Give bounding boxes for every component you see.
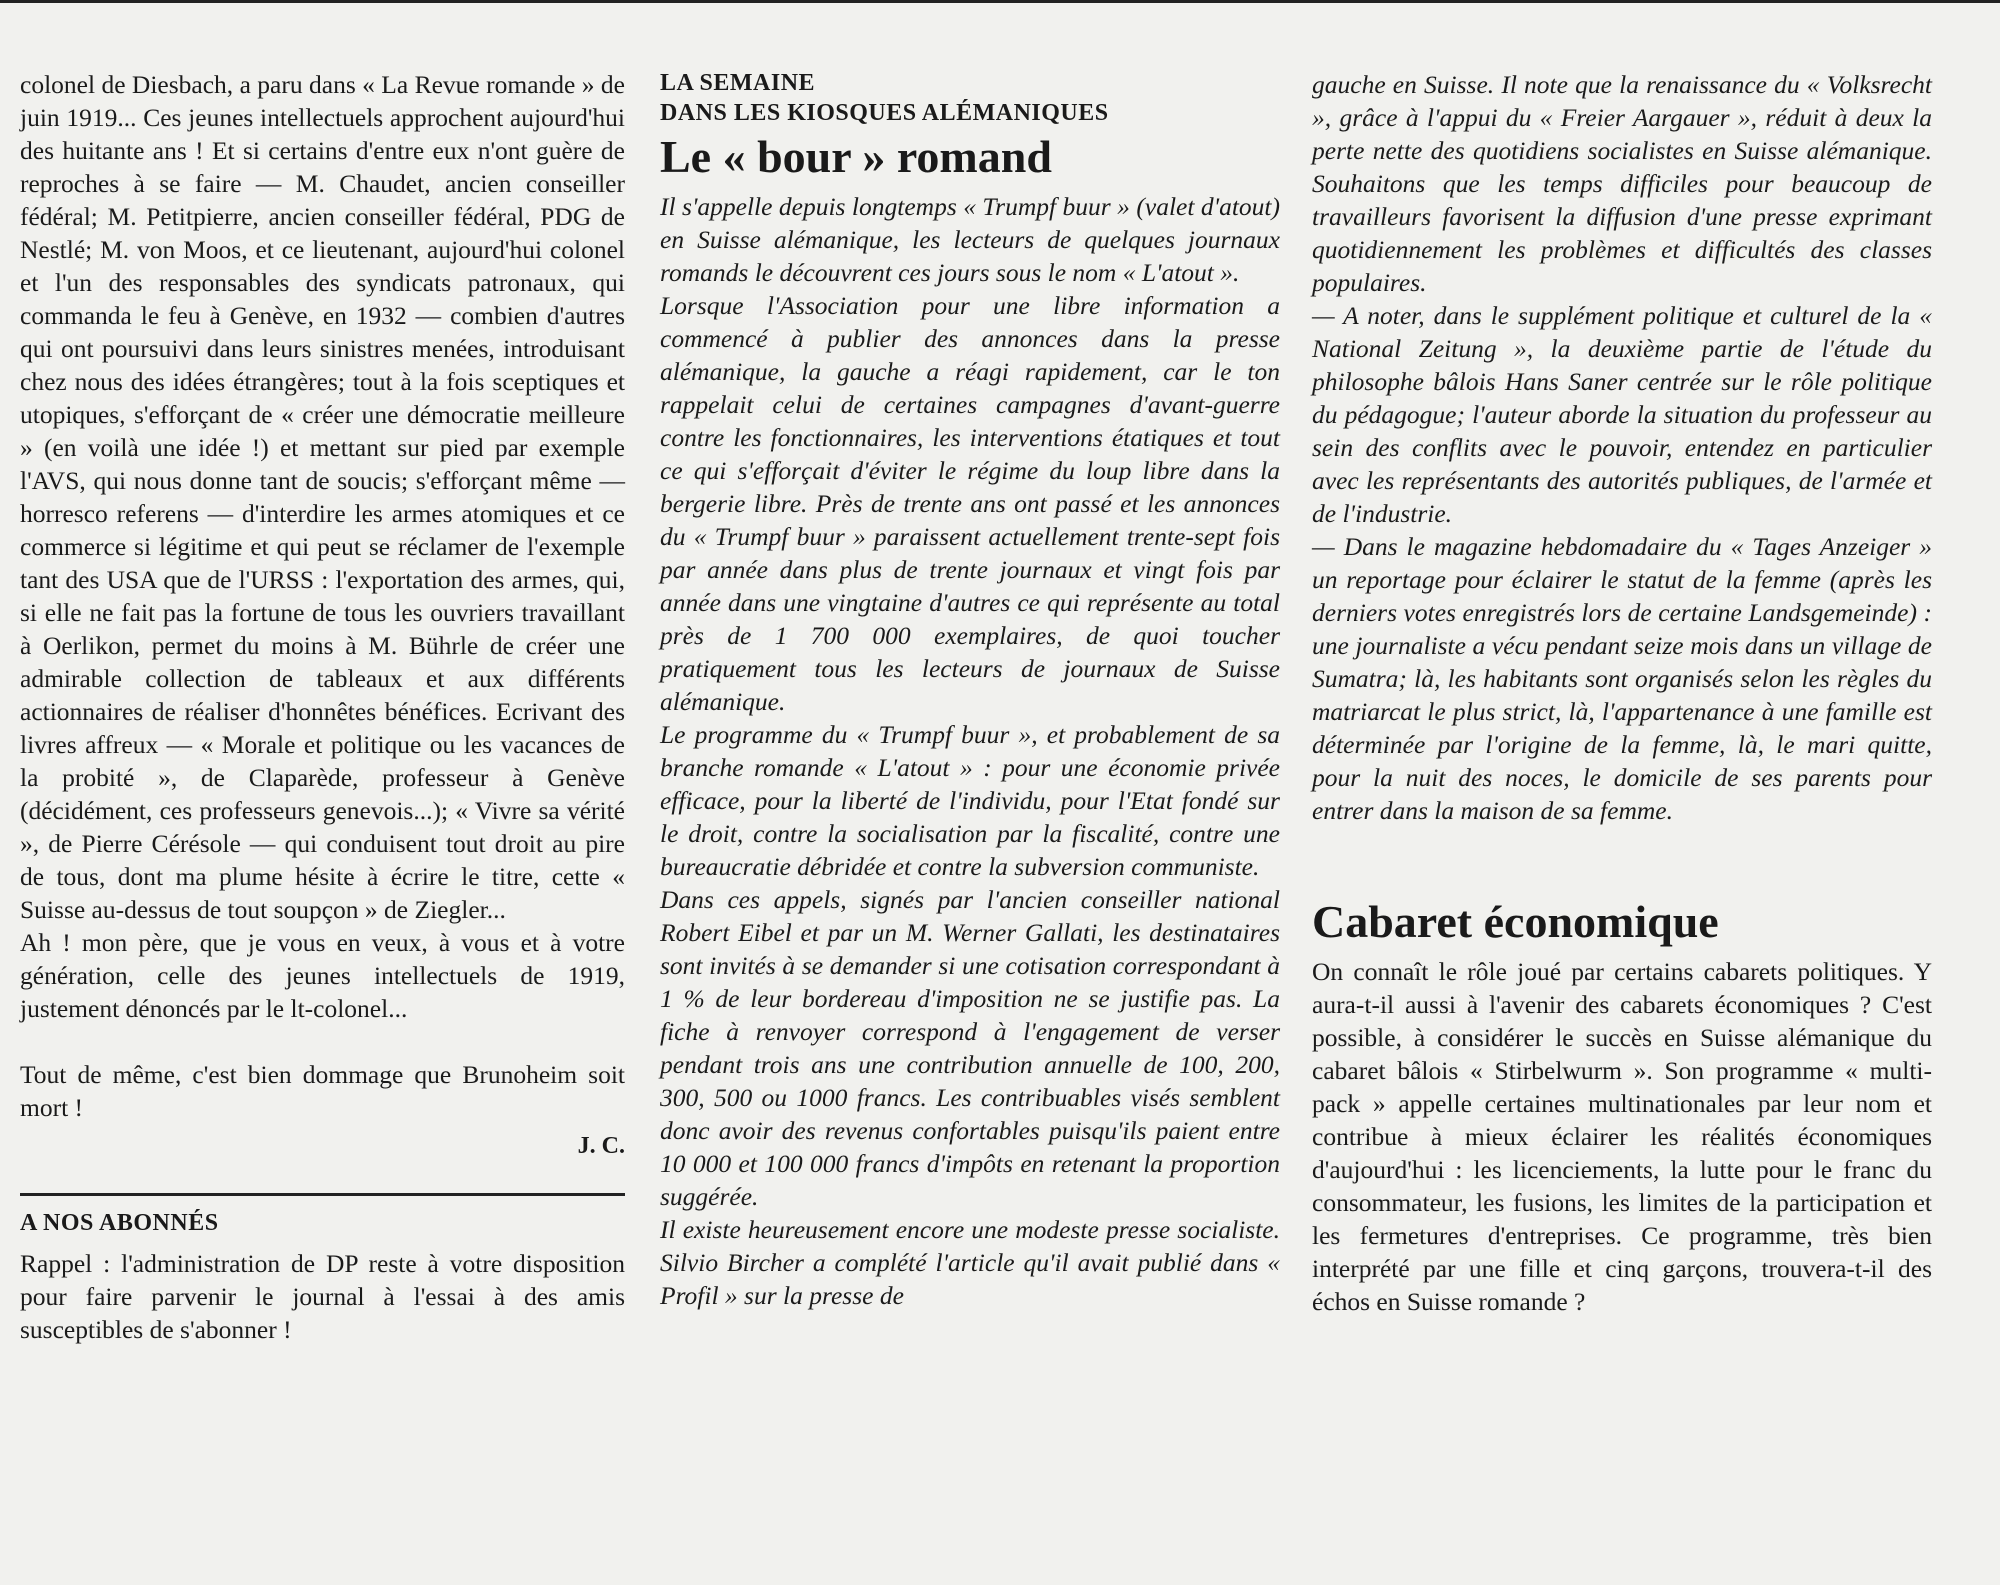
section-kicker: LA SEMAINE [660, 70, 816, 96]
column-right [1312, 68, 1932, 1318]
top-rule [0, 0, 2000, 3]
article-paragraph: Tout de même, c'est bien dommage que Brunoheim soit mort ! [20, 1060, 625, 1122]
divider [20, 1193, 625, 1196]
article-paragraph: Le programme du « Trumpf buur », et probablement de sa branche romande « L'atout » : pour une économie privée efficace, pour la liberté de l'individu, pour l'Etat fondé sur le droit, contre la socialisation par la fiscalité, contre une bureaucratie débridée et contre la subversion communiste. [660, 720, 1280, 881]
article-headline: Cabaret économique [1312, 896, 1719, 947]
article-paragraph: Ah ! mon père, que je vous en veux, à vous et à votre génération, celle des jeunes intellectuels de 1919, justement dénoncés par le lt-colonel... [20, 928, 625, 1023]
subscribers-box-text: Rappel : l'administration de DP reste à votre disposition pour faire parvenir le journal à l'essai à des amis susceptibles de s'abonner ! [20, 1249, 625, 1344]
subscribers-box-title: A NOS ABONNÉS [20, 1210, 219, 1236]
article-paragraph: gauche en Suisse. Il note que la renaissance du « Volksrecht », grâce à l'appui du « Freier Aargauer », réduit à deux la perte nette des quotidiens socialistes en Suisse alémanique. Souhaitons que les temps difficiles pour beaucoup de travailleurs favorisent la diffusion d'une presse exprimant quotidiennement les problèmes et difficultés des classes populaires. [1312, 70, 1932, 297]
article-headline: Le « bour » romand [660, 131, 1052, 182]
article-paragraph: Dans ces appels, signés par l'ancien conseiller national Robert Eibel et par un M. Werner Gallati, les destinataires sont invités à se demander si une cotisation correspondant à 1 % de leur bordereau d'imposition ne se justifie pas. La fiche à renvoyer correspond à l'engagement de verser pendant trois ans une contribution annuelle de 100, 200, 300, 500 ou 1000 francs. Les contribuables visés semblent donc avoir des revenus confortables puisqu'ils paient entre 10 000 et 100 000 francs d'impôts en retenant la proportion suggérée. [660, 885, 1280, 1211]
article-paragraph: — Dans le magazine hebdomadaire du « Tages Anzeiger » un reportage pour éclairer le statut de la femme (après les derniers votes enregistrés lors de certaine Landsgemeinde) : une journaliste a vécu pendant seize mois dans un village de Sumatra; là, les habitants sont organisés selon les règles du matriarcat le plus strict, là, l'appartenance à une famille est déterminée par l'origine de la femme, là, le mari quitte, pour la nuit des noces, le domicile de ses parents pour entrer dans la maison de sa femme. [1312, 532, 1932, 825]
article-paragraph: Il existe heureusement encore une modeste presse socialiste. Silvio Bircher a complété l'article qu'il avait publié dans « Profil » sur la presse de [660, 1215, 1280, 1310]
column-middle [660, 68, 1280, 1312]
article-paragraph: Lorsque l'Association pour une libre information a commencé à publier des annonces dans la presse alémanique, la gauche a réagi rapidement, car le ton rappelait celui de certaines campagnes d'avant-guerre contre les fonctionnaires, les interventions étatiques et tout ce qui s'efforçait d'éviter le régime du loup libre dans la bergerie libre. Près de trente ans ont passé et les annonces du « Trumpf buur » paraissent actuellement trente-sept fois par année dans plus de trente journaux et vingt fois par année dans une vingtaine d'autres ce qui représente au total près de 1 700 000 exemplaires, de quoi toucher pratiquement tous les lecteurs de journaux de Suisse alémanique. [660, 291, 1280, 716]
article-paragraph: — A noter, dans le supplément politique et culturel de la « National Zeitung », la deuxième partie de l'étude du philosophe bâlois Hans Saner centrée sur le rôle politique du pédagogue; l'auteur aborde la situation du professeur au sein des conflits avec le pouvoir, entendez en particulier avec les représentants des autorités publiques, de l'armée et de l'industrie. [1312, 301, 1932, 528]
article-paragraph: On connaît le rôle joué par certains cabarets politiques. Y aura-t-il aussi à l'avenir des cabarets économiques ? C'est possible, à considérer le succès en Suisse alémanique du cabaret bâlois « Stirbelwurm ». Son programme « multi-pack » appelle certaines multinationales par leur nom et contribue à mieux éclairer les réalités économiques d'aujourd'hui : les licenciements, la lutte pour le franc du consommateur, les fusions, les limites de la participation et les fermetures d'entreprises. Ce programme, très bien interprété par une fille et cinq garçons, trouvera-t-il des échos en Suisse romande ? [1312, 957, 1932, 1316]
article-continuation: colonel de Diesbach, a paru dans « La Revue romande » de juin 1919... Ces jeunes intellectuels approchent aujourd'hui des huitante ans ! Et si certains d'entre eux n'ont guère de reproches à se faire — M. Chaudet, ancien conseiller fédéral; M. Petitpierre, ancien conseiller fédéral, PDG de Nestlé; M. von Moos, et ce lieutenant, aujourd'hui colonel et l'un des responsables des syndicats patronaux, qui commanda le feu à Genève, en 1932 — combien d'autres qui ont poursuivi dans leurs sinistres menées, introduisant chez nous des idées étrangères; tout à la fois sceptiques et utopiques, s'efforçant de « créer une démocratie meilleure » (en voilà une idée !) et mettant sur pied par exemple l'AVS, qui nous donne tant de soucis; s'efforçant même — horresco referens — d'interdire les armes atomiques et ce commerce si légitime et qui peut se réclamer de l'exemple tant des USA que de l'URSS : l'exportation des armes, qui, si elle ne fait pas la fortune de tous les ouvriers travaillant à Oerlikon, permet du moins à M. Bührle de créer une admirable collection de tableaux et aux différents actionnaires de réaliser d'honnêtes bénéfices. Ecrivant des livres affreux — « Morale et politique ou les vacances de la probité », de Claparède, professeur à Genève (décidément, ces professeurs genevois...); « Vivre sa vérité », de Pierre Cérésole — qui conduisent tout droit au pire de tous, dont ma plume hésite à écrire le titre, cette « Suisse au-dessus de tout soupçon » de Ziegler... [20, 70, 625, 924]
signature: J. C. [577, 1133, 625, 1159]
article-paragraph: Il s'appelle depuis longtemps « Trumpf buur » (valet d'atout) en Suisse alémanique, les lecteurs de quelques journaux romands le découvrent ces jours sous le nom « L'atout ». [660, 192, 1280, 287]
section-kicker: DANS LES KIOSQUES ALÉMANIQUES [660, 100, 1109, 126]
column-left [20, 68, 625, 1346]
